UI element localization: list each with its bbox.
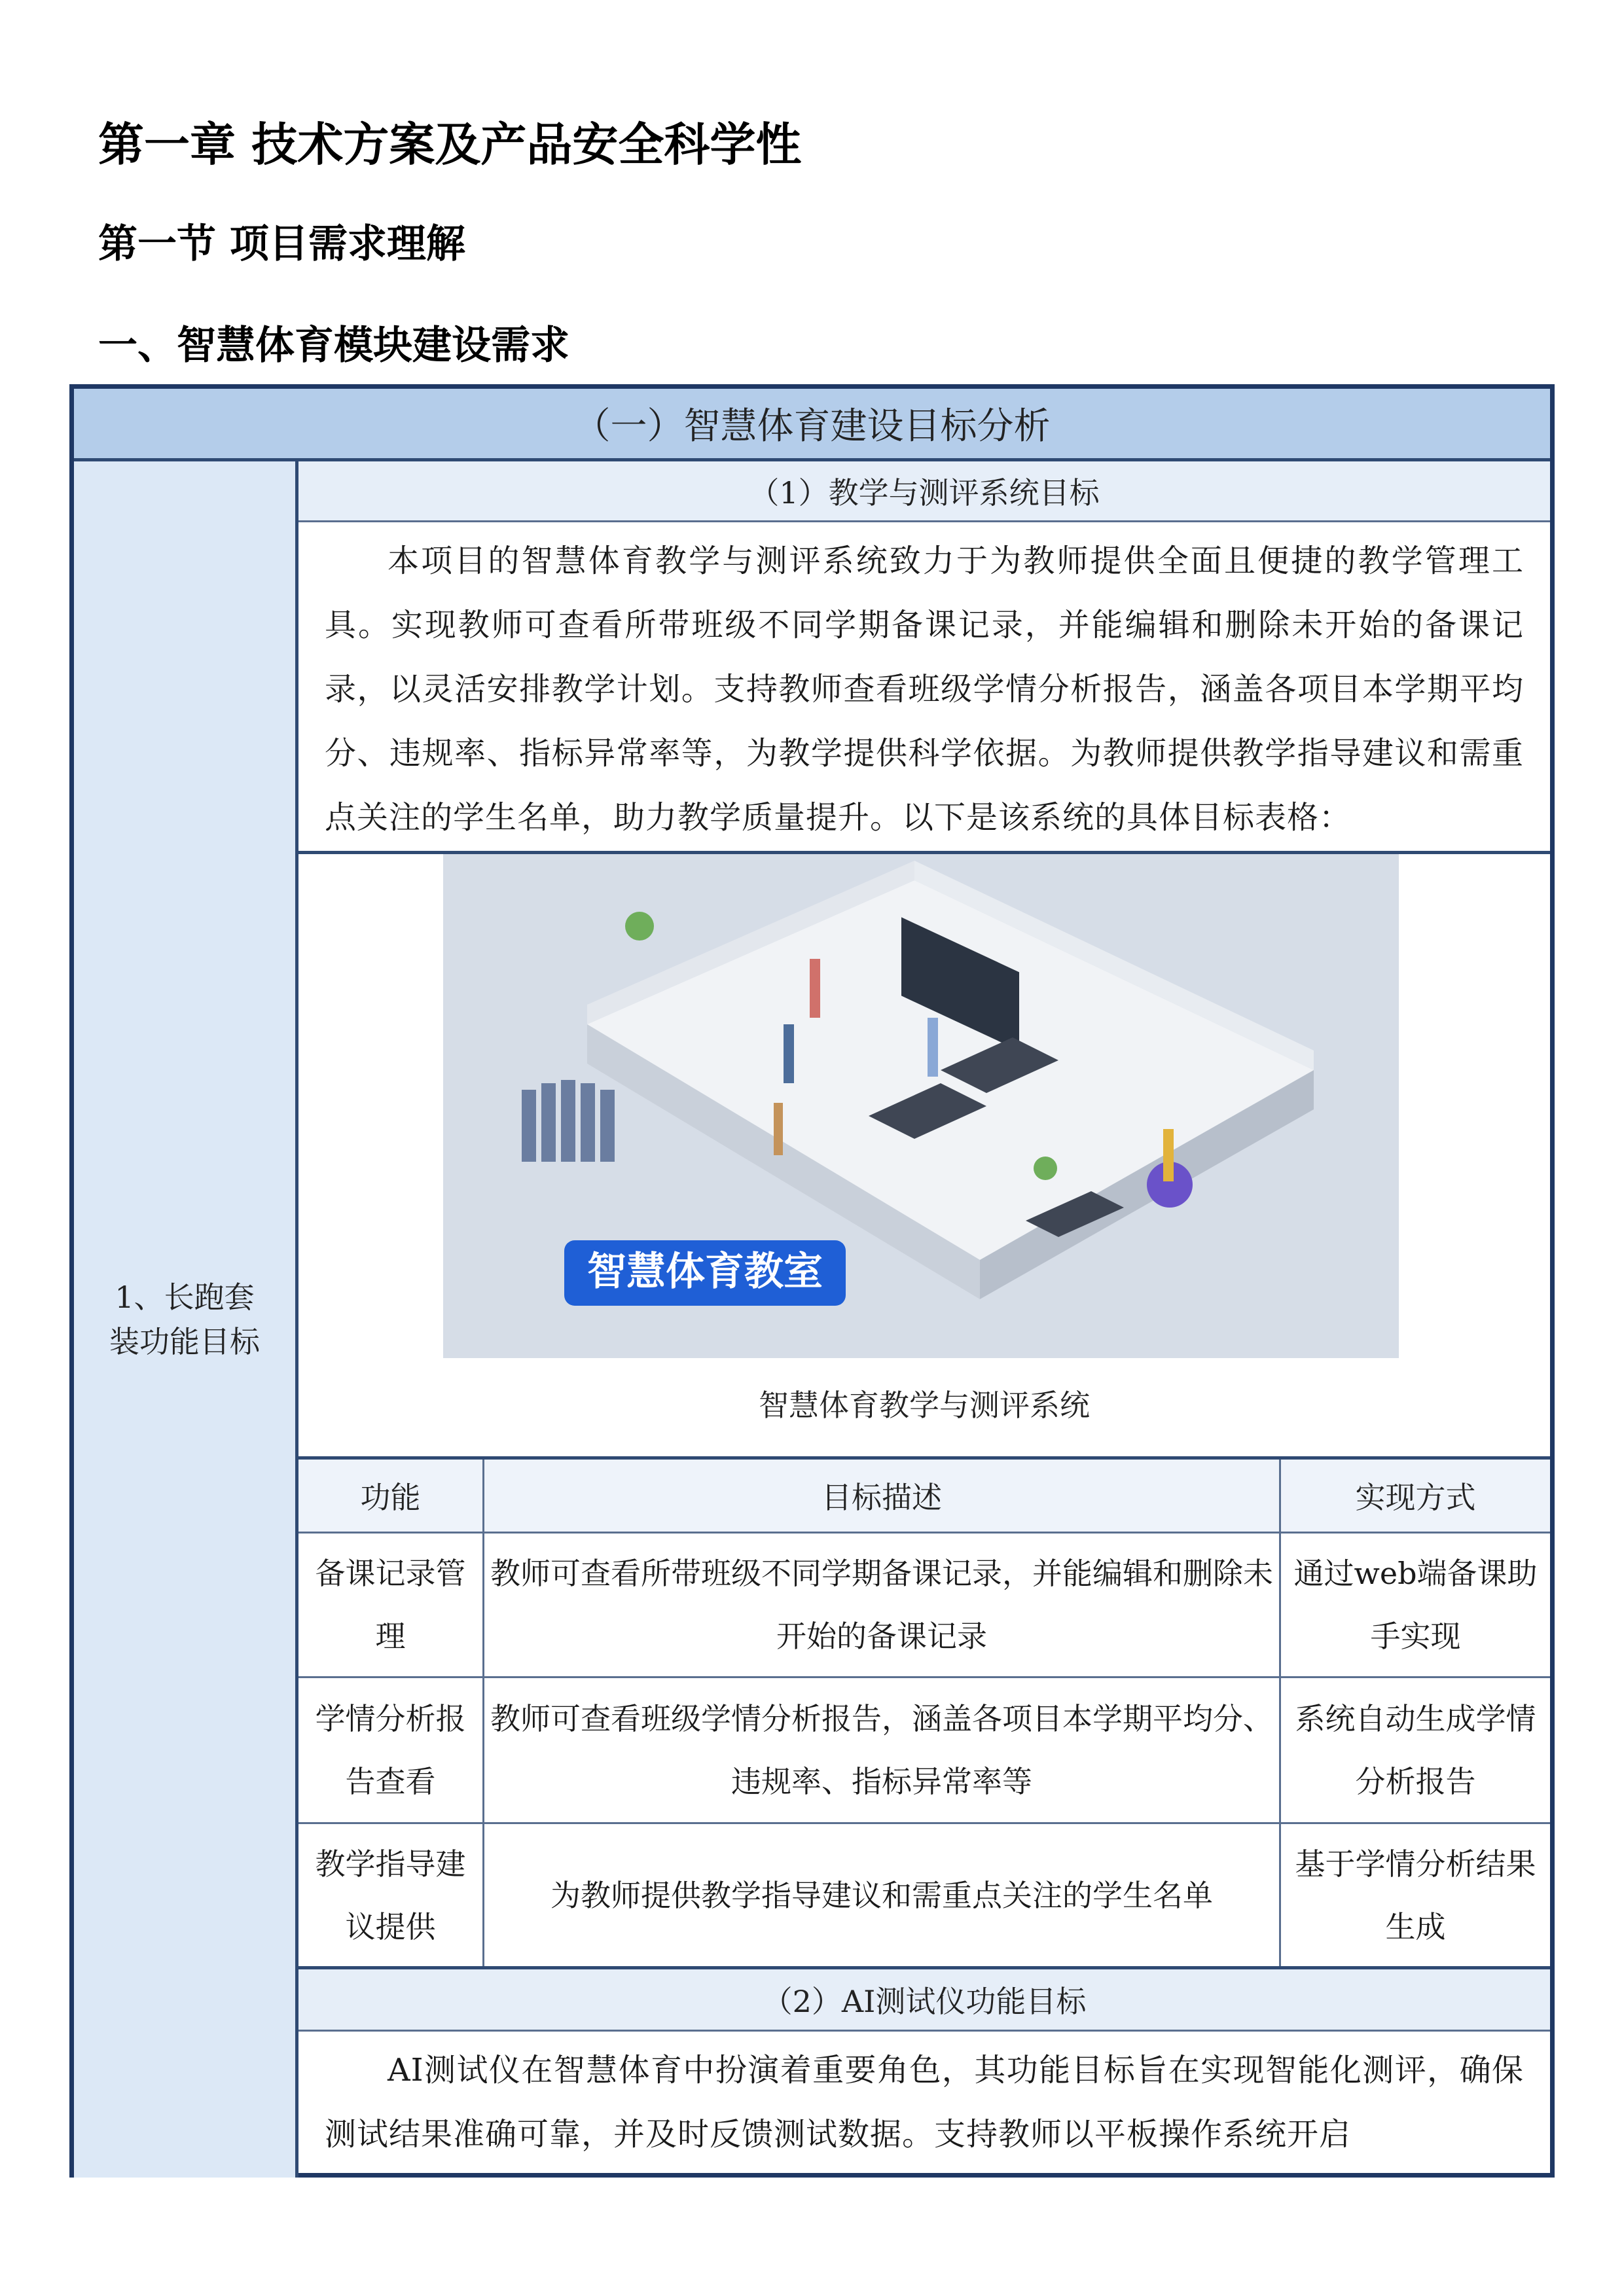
subtitle-ai-tester: （2）AI测试仪功能目标 xyxy=(298,1969,1550,2030)
row2-function: 学情分析报告查看 xyxy=(315,1701,466,1799)
section-heading: 第一节 项目需求理解 xyxy=(98,221,465,267)
col-header-description: 目标描述 xyxy=(484,1460,1279,1532)
smart-pe-classroom-illustration xyxy=(443,854,1399,1358)
col-header-function: 功能 xyxy=(298,1460,482,1532)
subsection-heading: 一、智慧体育模块建设需求 xyxy=(98,323,569,368)
row2-method: 系统自动生成学情分析报告 xyxy=(1295,1701,1536,1799)
figure-caption: 智慧体育教学与测评系统 xyxy=(759,1388,1090,1423)
row3-function: 教学指导建议提供 xyxy=(315,1846,466,1945)
classroom-badge-text: 智慧体育教室 xyxy=(587,1249,823,1295)
table-title: （一）智慧体育建设目标分析 xyxy=(74,389,1550,458)
teaching-system-paragraph: 本项目的智慧体育教学与测评系统致力于为教师提供全面且便捷的教学管理工具。实现教师可查看所带班级不同学期备课记录，并能编辑和删除未开始的备课记录，以灵活安排教学计划。支持教师查看班级学情分析报告，涵盖各项目本学期平均分、违规率、指标异常率等，为教学提供科学依据。为教师提供教学指导建议和需重点关注的学生名单，助力教学质量提升。以下是该系统的具体目标表格： xyxy=(325,543,1524,836)
ai-tester-paragraph: AI测试仪在智慧体育中扮演着重要角色，其功能目标旨在实现智能化测评，确保测试结果准确可靠，并及时反馈测试数据。支持教师以平板操作系统开启 xyxy=(325,2052,1524,2153)
subtitle-teaching-system: （1）教学与测评系统目标 xyxy=(298,461,1550,520)
chapter-heading: 第一章 技术方案及产品安全科学性 xyxy=(98,118,802,171)
row3-description: 为教师提供教学指导建议和需重点关注的学生名单 xyxy=(550,1877,1213,1913)
row1-description: 教师可查看所带班级不同学期备课记录，并能编辑和删除未开始的备课记录 xyxy=(490,1556,1273,1654)
row3-method: 基于学情分析结果生成 xyxy=(1295,1846,1536,1945)
left-label: 1、长跑套装功能目标 xyxy=(74,461,295,2178)
row1-method: 通过web端备课助手实现 xyxy=(1293,1556,1538,1654)
row1-function: 备课记录管理 xyxy=(315,1556,466,1654)
row2-description: 教师可查看班级学情分析报告，涵盖各项目本学期平均分、违规率、指标异常率等 xyxy=(490,1701,1273,1799)
col-header-method: 实现方式 xyxy=(1281,1460,1550,1532)
